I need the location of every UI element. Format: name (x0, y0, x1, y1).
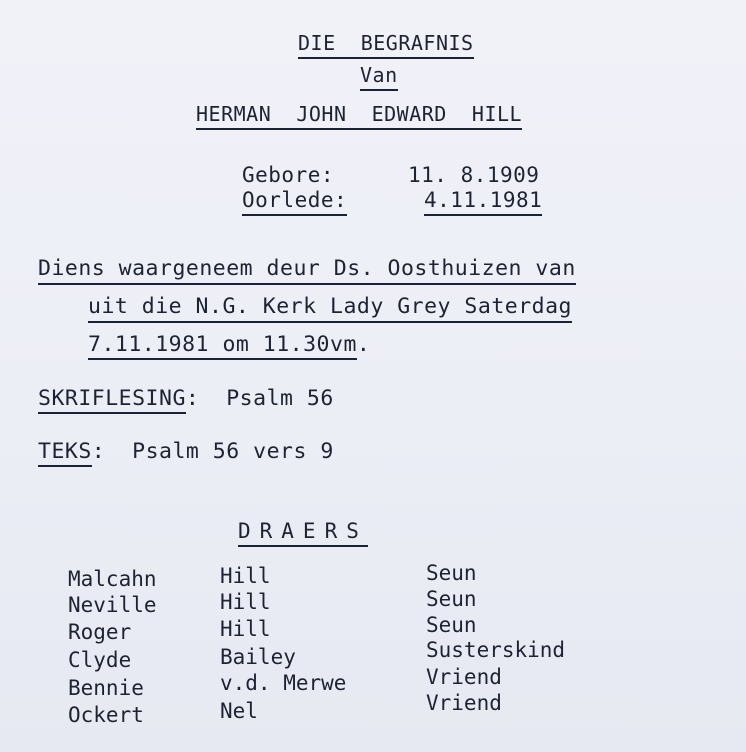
bearer-relation: Vriend (426, 691, 502, 715)
bearer-last: v.d. Merwe (220, 671, 347, 695)
bearer-first: Roger (68, 620, 132, 644)
van-label: Van (360, 62, 398, 91)
bearer-row (68, 677, 144, 699)
service-line-3-end: . (356, 332, 371, 357)
text-line (38, 439, 334, 465)
bearer-last: Bailey (220, 645, 296, 669)
bearer-first: Malcahn (68, 567, 157, 591)
bearer-last: Hill (220, 590, 271, 614)
reading-value: Psalm 56 (226, 386, 334, 411)
text-value: Psalm 56 vers 9 (132, 439, 334, 464)
died-value: 4.11.1981 (424, 187, 542, 216)
bearer-relation: Vriend (426, 665, 502, 689)
bearer-first: Clyde (68, 648, 132, 672)
bearer-row (68, 649, 131, 671)
bearer-last: Hill (220, 617, 271, 641)
bearer-first: Ockert (68, 703, 144, 727)
born-label: Gebore: (242, 163, 335, 187)
service-line-1: Diens waargeneem deur Ds. Oosthuizen van (38, 256, 576, 285)
bearer-row (68, 621, 131, 643)
service-line-3 (88, 332, 370, 358)
bearers-heading: DRAERS (238, 518, 368, 547)
reading-colon: : (185, 386, 200, 411)
reading-label: SKRIFLESING (38, 386, 186, 414)
service-line-3-text: 7.11.1981 om 11.30vm (88, 332, 357, 360)
bearer-relation: Susterskind (426, 638, 566, 662)
bearer-relation: Seun (426, 561, 477, 585)
reading-line (38, 386, 334, 412)
died-label: Oorlede: (242, 187, 347, 216)
bearer-first: Neville (68, 593, 157, 617)
bearer-row (68, 704, 144, 726)
bearer-relation: Seun (426, 587, 477, 611)
deceased-name: HERMAN JOHN EDWARD HILL (196, 101, 522, 130)
service-line-2: uit die N.G. Kerk Lady Grey Saterdag (88, 294, 572, 323)
text-colon: : (91, 439, 106, 464)
born-value: 11. 8.1909 (408, 163, 540, 187)
bearer-row (68, 594, 157, 616)
document-title: DIE BEGRAFNIS (298, 30, 474, 59)
text-label: TEKS (38, 439, 92, 467)
bearer-relation: Seun (426, 613, 477, 637)
bearer-last: Nel (220, 699, 258, 723)
bearer-last: Hill (220, 564, 271, 588)
bearer-first: Bennie (68, 676, 144, 700)
bearer-row (68, 568, 157, 590)
